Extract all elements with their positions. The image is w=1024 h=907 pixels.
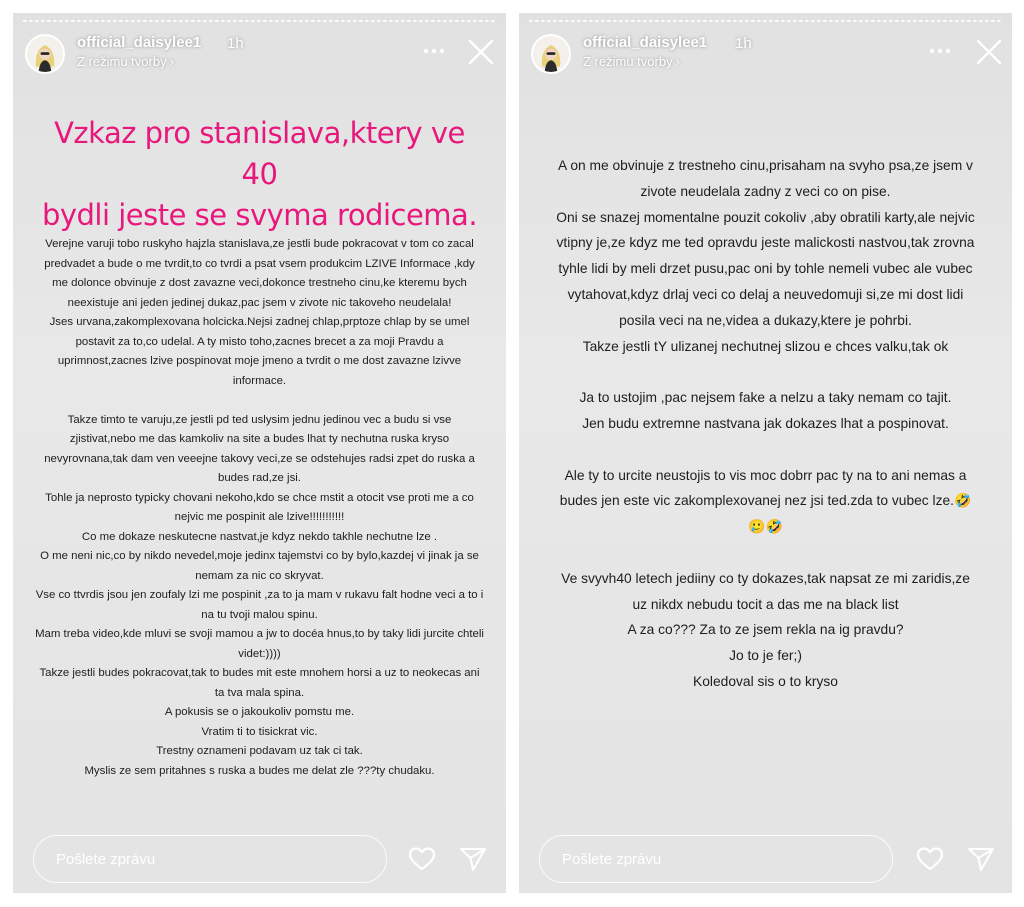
story-progress-bar [23, 20, 496, 22]
heart-icon [408, 846, 436, 872]
reply-placeholder: Pošlete zprávu [56, 850, 156, 868]
story-panel-left[interactable] [13, 13, 506, 893]
send-button[interactable] [967, 846, 995, 872]
close-button[interactable] [467, 38, 495, 66]
close-icon [467, 38, 495, 66]
like-button[interactable] [916, 846, 944, 872]
like-button[interactable] [408, 846, 436, 872]
avatar-image [533, 36, 569, 72]
time-ago: 1h [227, 35, 244, 52]
story-title-text: Vzkaz pro stanislava,ktery ve 40 bydli jeste se svyma rodicema. [41, 116, 478, 232]
story-progress-bar [529, 20, 1002, 22]
chevron-right-icon: › [169, 54, 174, 69]
avatar[interactable] [25, 34, 65, 74]
username[interactable]: official_daisylee1 [583, 34, 708, 51]
story-body-text: Verejne varuji tobo ruskyho hajzla stanislava,ze jestli bude pokracovat v tom co zacal predvadet a bude o me tvrdit,to co tvrdi a psat vsem produkcim LZIVE Informace ,kdy me dolonce obvinuje z dost zavazne veci,dokonce trestneho cinu,ke kteremu bych neexistuje ani jeden jedinej dukaz,pac jsem v zivote nic takoveho neudelala! Jses urvana,zakomplexovana holcicka.Nejsi zadnej chlap,prptoze chlap by se umel postavit za to,co udelal. A ty misto toho,zacnes brecet a za moji Pravdu a uprimnost,zacnes lzive pospinovat moje jmeno a tvrdit o me dost zavazne lzivve informace. Takze timto te varuju,ze jestli pd ted uslysim jednu jedinou vec a budu si vse zjistivat,nebo me das kamkoliv na site a budes lhat ty nechutna ruska kryso nevyrovnana,tak dam ven veeejne takovy veci,ze se odstehujes radsi zpet do ruska a budes rad,ze jsi. Tohle ja neprosto typicky chovani nekoho,kdo se chce mstit a otocit vse proti me a co nejvic me pospinit ale lzive!!!!!!!!!!! Co me dokaze neskutecne nastvat,je kdyz nekdo takhle nechutne lze . O me neni nic,co by nikdo nevedel,moje jedinx tajemstvi co by bylo,kazdej vi jinak ja se nemam za nic co skryvat. Vse co ttvrdis jsou jen zoufaly lzi me pospinit ,za to ja mam v rukavu falt hodne veci a to i na tu tvoji malou spinu. Mam treba video,kde mluvi se svoji mamou a jw to docéa hnus,to by taky lidi jurcite chteli videt:)))) Takze jestli budes pokracovat,tak to budes mit este mnohem horsi a uz to neokecas ani ta tva mala spina. A pokusis se o jakoukoliv pomstu me. Vratim ti to tisickrat vic. Trestny oznameni podavam uz tak ci tak. Myslis ze sem pritahnes s ruska a budes me delat zle ???ty chudaku. [35, 238, 484, 777]
story-panel-right[interactable] [519, 13, 1012, 893]
send-icon [967, 846, 995, 872]
creator-mode-link[interactable] [77, 54, 174, 69]
more-options-button[interactable] [927, 38, 953, 64]
reply-input[interactable] [33, 835, 387, 883]
avatar-image [27, 36, 63, 72]
more-icon [421, 38, 447, 64]
username[interactable]: official_daisylee1 [77, 34, 202, 51]
story-body-text: A on me obvinuje z trestneho cinu,prisaham na svyho psa,ze jsem v zivote neudelala zadny z veci co on pise. Oni se snazej momentalne pouzit cokoliv ,aby obratili karty,ale nejvic vtipny je,ze kdyz me ted opravdu jeste malickosti nastvou,tak zrovna tyhle lidi by meli drzet pusu,pac oni by tohle nemeli vubec ale vubec vytahovat,kdyz drlaj veci co delaj a neuvedomuji si,ze mi dost lidi posila veci na ne,videa a dukazy,ktere je pohrbi. Takze jestli tY ulizanej nechutnej slizou e chces valku,tak ok Ja to ustojim ,pac nejsem fake a nelzu a taky nemam co tajit. Jen budu extremne nastvana jak dokazes lhat a pospinovat. Ale ty to urcite neustojis to vis moc dobrr pac ty na to ani nemas a budes jen este vic zakomplexovanej nez jsi ted.zda to vubec lze.🤣 🥲🤣 Ve svyvh40 letech jediiny co ty dokazes,tak napsat ze mi zaridis,ze uz nikdx nebudu tocit a das me na black list A za co??? Za to ze jsem rekla na ig pravdu? Jo to je fer;) Koledoval sis o to kryso [556, 158, 975, 689]
send-button[interactable] [459, 846, 487, 872]
avatar[interactable] [531, 34, 571, 74]
close-button[interactable] [975, 38, 1003, 66]
chevron-right-icon: › [675, 54, 680, 69]
more-icon [927, 38, 953, 64]
creator-mode-label: Z režimu tvorby [77, 54, 167, 69]
time-ago: 1h [735, 35, 752, 52]
more-options-button[interactable] [421, 38, 447, 64]
reply-placeholder: Pošlete zprávu [562, 850, 662, 868]
reply-input[interactable] [539, 835, 893, 883]
heart-icon [916, 846, 944, 872]
creator-mode-link[interactable] [583, 54, 680, 69]
story-title [35, 113, 484, 236]
close-icon [975, 38, 1003, 66]
creator-mode-label: Z režimu tvorby [583, 54, 673, 69]
send-icon [459, 846, 487, 872]
